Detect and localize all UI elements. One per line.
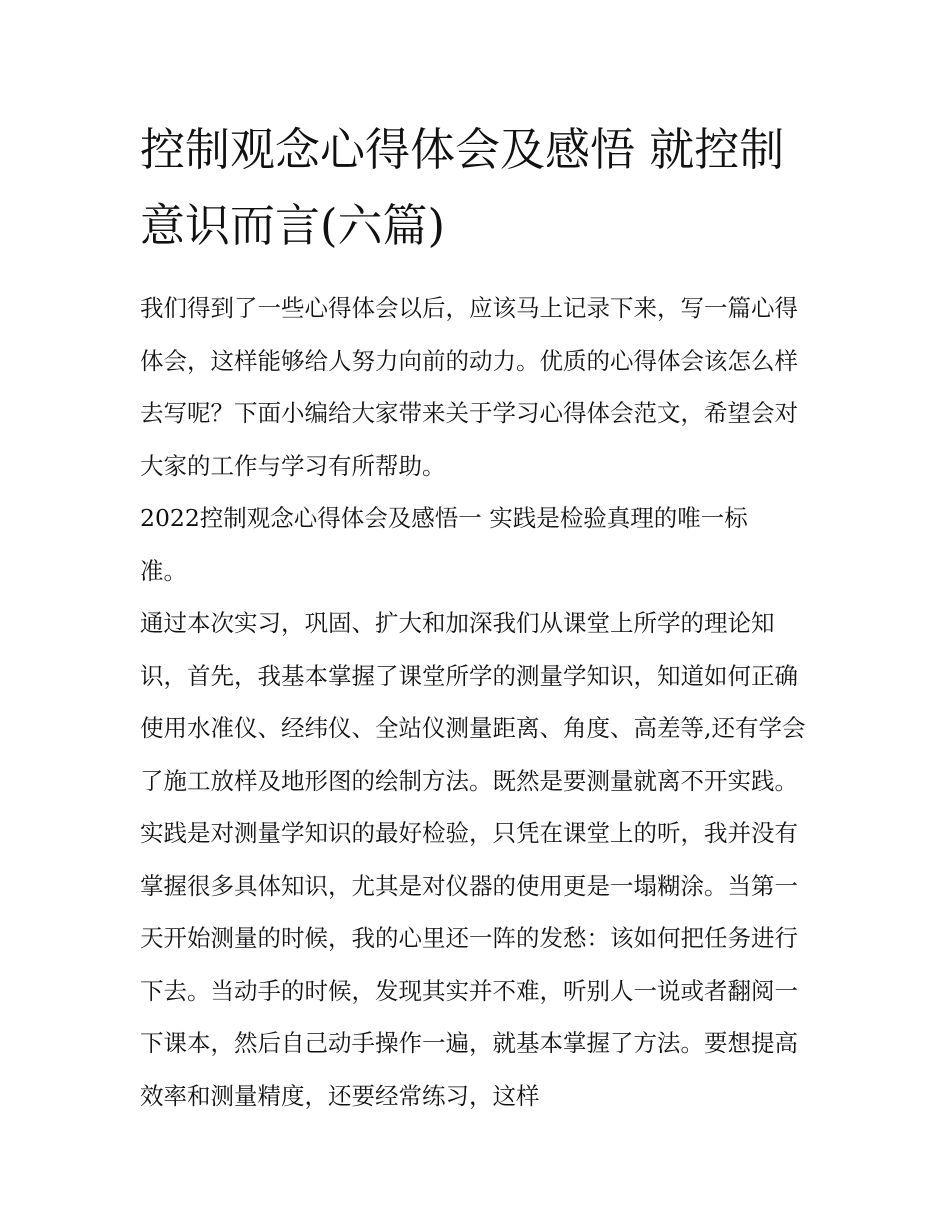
document-title: 控制观念心得体会及感悟 就控制意识而言(六篇) [140,123,785,252]
section-heading: 2022控制观念心得体会及感悟一 实践是检验真理的唯一标准。 [140,504,748,585]
body-paragraph: 通过本次实习，巩固、扩大和加深我们从课堂上所学的理论知识，首先，我基本掌握了课堂所学的测量学知识，知道如何正确使用水准仪、经纬仪、全站仪测量距离、角度、高差等,还有学会了施工放样及地形图的绘制方法。既然是要测量就离不开实践。实践是对测量学知识的最好检验，只凭在课堂上的听，我并没有掌握很多具体知识，尤其是对仪器的使用更是一塌糊涂。当第一天开始测量的时候，我的心里还一阵的发愁：该如何把任务进行下去。当动手的时候，发现其实并不难，听别人一说或者翻阅一下课本，然后自己动手操作一遍，就基本掌握了方法。要想提高效率和测量精度，还要经常练习，这样 [140,609,806,1110]
intro-paragraph: 我们得到了一些心得体会以后，应该马上记录下来，写一篇心得体会，这样能够给人努力向前的动力。优质的心得体会该怎么样去写呢？下面小编给大家带来关于学习心得体会范文，希望会对大家的工作与学习有所帮助。 [140,294,798,480]
document-page [140,112,812,1122]
